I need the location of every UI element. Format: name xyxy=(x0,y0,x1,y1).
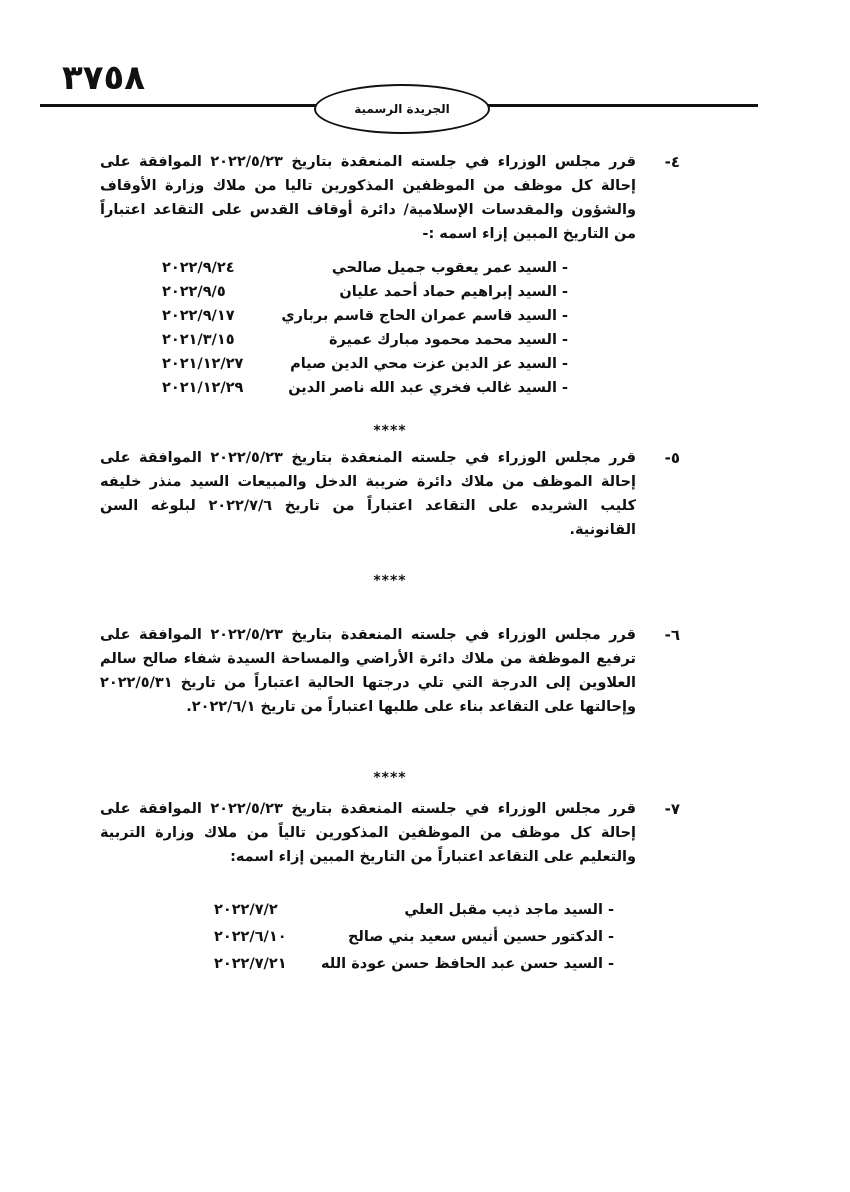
list-item xyxy=(150,260,568,284)
decision-text: قرر مجلس الوزراء في جلسته المنعقدة بتاريخ ٢٠٢٢/٥/٢٣ الموافقة على إحالة الموظف من ملاك دائرة ضريبة الدخل والمبيعات السيد منذر خليفه كليب الشريده على التقاعد اعتباراً من تاريخ ٢٠٢٢/٧/٦ لبلوغه السن القانونية. xyxy=(100,450,636,538)
employee-name: - السيد قاسم عمران الحاج قاسم برباري xyxy=(281,308,568,324)
decision-number: ٥- xyxy=(664,449,680,467)
page-number: ٣٧٥٨ xyxy=(62,58,146,98)
separator: **** xyxy=(373,573,407,589)
decision-6 xyxy=(100,623,680,719)
list-item xyxy=(150,308,568,332)
retirement-date: ٢٠٢٢/٦/١٠ xyxy=(214,929,287,945)
decision-number: ٧- xyxy=(664,800,680,818)
retirement-date: ٢٠٢٢/٧/٢ xyxy=(214,902,278,918)
decision-7 xyxy=(100,797,680,869)
list-item xyxy=(150,284,568,308)
retirement-date: ٢٠٢٢/٩/٢٤ xyxy=(162,260,235,276)
retiree-list-7 xyxy=(200,902,614,983)
retirement-date: ٢٠٢٢/٩/٥ xyxy=(162,284,226,300)
list-item xyxy=(200,902,614,929)
retirement-date: ٢٠٢٢/٩/١٧ xyxy=(162,308,235,324)
decision-4 xyxy=(100,150,680,246)
retiree-list-4 xyxy=(150,260,568,404)
retirement-date: ٢٠٢١/١٢/٢٧ xyxy=(162,356,244,372)
retirement-date: ٢٠٢١/١٢/٢٩ xyxy=(162,380,244,396)
decision-text: قرر مجلس الوزراء في جلسته المنعقدة بتاريخ ٢٠٢٢/٥/٢٣ الموافقة على إحالة كل موظف من الموظفين المذكورين تاليا من ملاك وزارة الأوقاف والشؤون والمقدسات الإسلامية/ دائرة أوقاف القدس على التقاعد اعتباراً من التاريخ المبين إزاء اسمه :- xyxy=(100,154,636,242)
decision-5 xyxy=(100,446,680,542)
employee-name: - السيد حسن عبد الحافظ حسن عودة الله xyxy=(321,956,614,972)
retirement-date: ٢٠٢٢/٧/٢١ xyxy=(214,956,287,972)
employee-name: - السيد إبراهيم حماد أحمد عليان xyxy=(339,284,568,300)
list-item xyxy=(200,929,614,956)
decision-number: ٤- xyxy=(664,153,680,171)
separator: **** xyxy=(373,423,407,439)
list-item xyxy=(150,356,568,380)
decision-number: ٦- xyxy=(664,626,680,644)
decision-text: قرر مجلس الوزراء في جلسته المنعقدة بتاريخ ٢٠٢٢/٥/٢٣ الموافقة على ترفيع الموظفة من ملاك دائرة الأراضي والمساحة السيدة شفاء صالح سالم العلاوين إلى الدرجة التي تلي درجتها الحالية اعتباراً من تاريخ ٢٠٢٢/٥/٣١ وإحالتها على التقاعد بناء على طلبها اعتباراً من تاريخ ٢٠٢٢/٦/١. xyxy=(100,627,636,715)
gazette-title-oval xyxy=(314,84,490,134)
list-item xyxy=(200,956,614,983)
list-item xyxy=(150,332,568,356)
gazette-title: الجريدة الرسمية xyxy=(354,102,450,116)
employee-name: - الدكتور حسين أنيس سعيد بني صالح xyxy=(347,929,614,945)
decision-text: قرر مجلس الوزراء في جلسته المنعقدة بتاريخ ٢٠٢٢/٥/٢٣ الموافقة على إحالة كل موظف من الموظفين المذكورين تالياً من ملاك وزارة التربية والتعليم على التقاعد اعتباراً من التاريخ المبين إزاء اسمه: xyxy=(100,801,636,865)
retirement-date: ٢٠٢١/٣/١٥ xyxy=(162,332,235,348)
separator: **** xyxy=(373,770,407,786)
employee-name: - السيد ماجد ذيب مقبل العلي xyxy=(404,902,614,918)
employee-name: - السيد عز الدين عزت محي الدين صيام xyxy=(290,356,568,372)
employee-name: - السيد غالب فخري عبد الله ناصر الدين xyxy=(288,380,568,396)
employee-name: - السيد عمر يعقوب جميل صالحي xyxy=(331,260,568,276)
list-item xyxy=(150,380,568,404)
employee-name: - السيد محمد محمود مبارك عميرة xyxy=(328,332,568,348)
